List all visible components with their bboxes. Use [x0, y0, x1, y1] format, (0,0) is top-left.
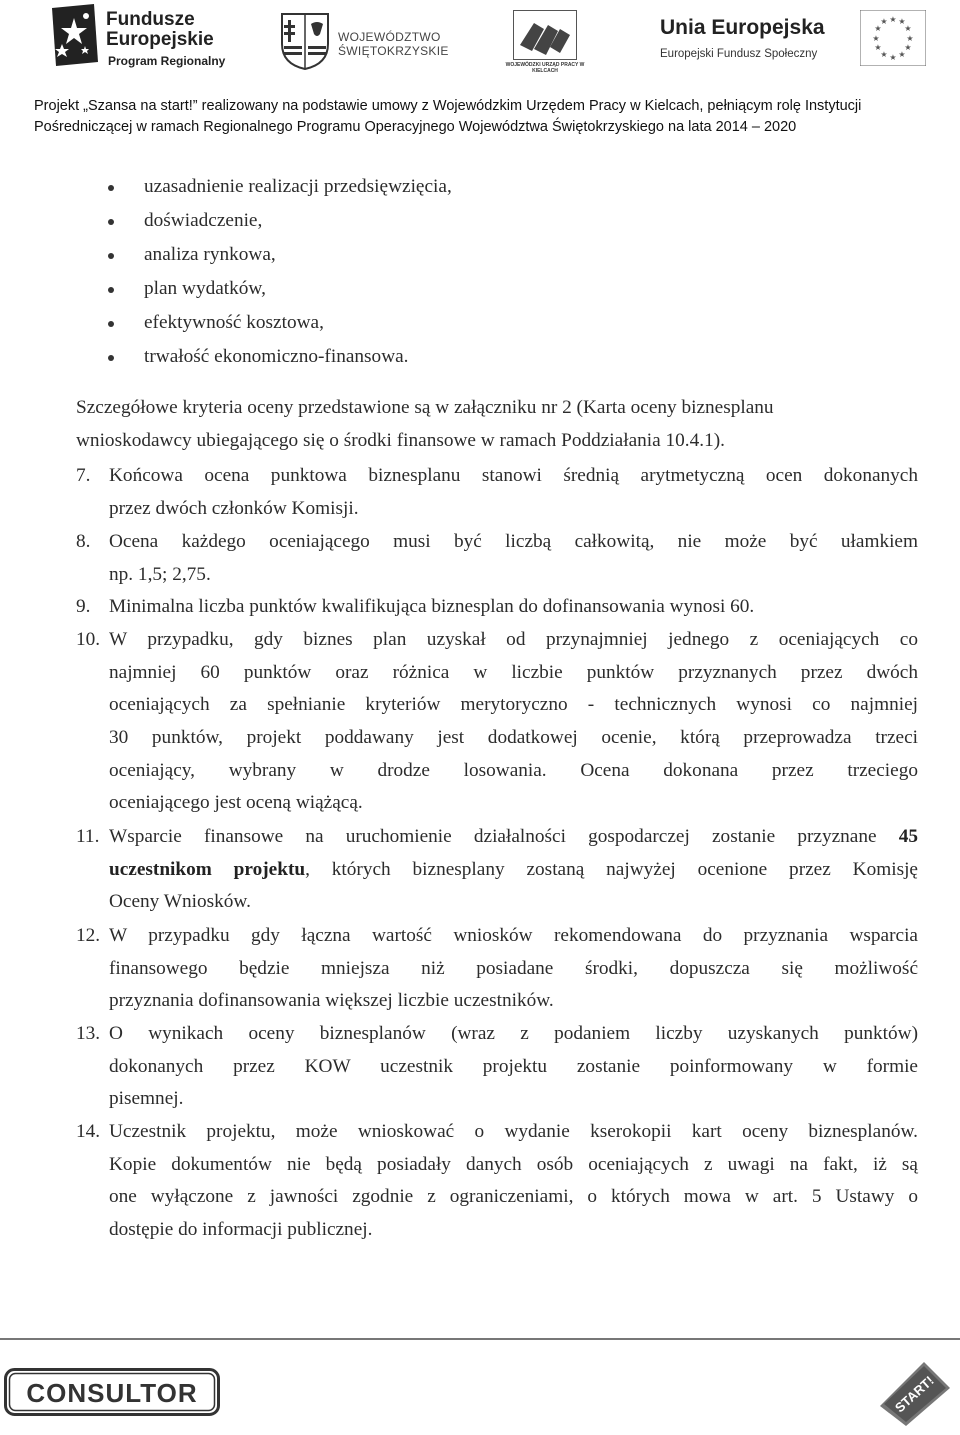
ws-text — [338, 30, 449, 58]
bullet-text: doświadczenie, — [144, 210, 263, 231]
consultor-logo — [4, 1368, 220, 1416]
item-line: Minimalna liczba punktów kwalifikująca biznesplan do dofinansowania wynosi 60. — [109, 596, 755, 617]
project-header-line-1: Projekt „Szansa na start!” realizowany na podstawie umowy z Wojewódzkim Urzędem Pracy w Kielcach, pełniącym rolę Instytucji — [34, 98, 862, 114]
item-number: 10. — [76, 629, 101, 650]
svg-text:★: ★ — [889, 15, 897, 24]
criteria-list — [104, 173, 452, 377]
item-line: przyznania dofinansowania większej liczbie uczestników. — [109, 990, 554, 1012]
item-text-span: Wsparcie finansowe na uruchomienie działalności gospodarczej zostanie przyznane — [109, 826, 877, 847]
item-line: one wyłączone z jawności zgodnie z ograniczeniami, o których mowa w art. 5 Ustawy o — [109, 1186, 918, 1208]
item-line: Końcowa ocena punktowa biznesplanu stanowi średnią arytmetyczną ocen dokonanych — [109, 465, 918, 486]
bullet-icon — [108, 253, 114, 259]
item-number: 9. — [76, 596, 91, 617]
wup-caption: WOJEWÓDZKI URZĄD PRACY W KIELCACH — [505, 62, 585, 74]
item-line: W przypadku, gdy biznes plan uzyskał od przynajmniej jednego z oceniających co — [109, 629, 918, 650]
bullet-icon — [108, 287, 114, 293]
item-text — [109, 1018, 918, 1116]
item-text — [109, 821, 918, 919]
svg-text:★: ★ — [906, 34, 914, 43]
svg-text:★: ★ — [880, 17, 888, 26]
item-text — [109, 920, 918, 1018]
bullet-icon — [108, 355, 114, 361]
svg-text:★: ★ — [904, 24, 912, 33]
list-item — [104, 241, 452, 275]
svg-text:★: ★ — [889, 53, 897, 62]
item-line: dostępie do informacji publicznej. — [109, 1219, 373, 1241]
svg-text:★: ★ — [880, 50, 888, 59]
bullet-text: plan wydatków, — [144, 278, 266, 299]
bullet-text: trwałość ekonomiczno-finansowa. — [144, 346, 409, 367]
footer-divider — [0, 1338, 960, 1340]
svg-text:★: ★ — [904, 43, 912, 52]
ws-line-2: ŚWIĘTOKRZYSKIE — [338, 44, 449, 58]
item-bold-number: 45 — [898, 826, 918, 847]
item-line: O wynikach oceny biznesplanów (wraz z podaniem liczby uzyskanych punktów) — [109, 1023, 918, 1044]
item-text — [109, 526, 918, 591]
item-line: pisemnej. — [109, 1088, 184, 1110]
item-line: Ocena każdego oceniającego musi być liczbą całkowitą, nie może być ułamkiem — [109, 531, 918, 552]
item-line: np. 1,5; 2,75. — [109, 563, 211, 585]
item-line: najmniej 60 punktów oraz różnica w liczbie punktów przyznanych przez dwóch — [109, 661, 918, 683]
item-number: 8. — [76, 531, 91, 552]
svg-text:★: ★ — [898, 17, 906, 26]
item-line — [109, 854, 918, 887]
item-line: dokonanych przez KOW uczestnik projektu zostanie poinformowany w formie — [109, 1055, 918, 1077]
list-item — [104, 343, 452, 377]
item-line: oceniający, wybrany w drodze losowania. Ocena dokonana przez trzeciego — [109, 759, 918, 781]
project-header-line-2: Pośredniczącej w ramach Regionalnego Programu Operacyjnego Województwa Świętokrzyskiego na lata 2014 – 2020 — [34, 119, 797, 135]
list-item — [104, 309, 452, 343]
crest-icon — [280, 12, 330, 70]
bullet-text: efektywność kosztowa, — [144, 312, 324, 333]
item-line — [109, 821, 918, 854]
item-line: oceniającego jest oceną wiążącą. — [109, 792, 363, 814]
item-text — [109, 460, 918, 525]
item-line: oceniających za spełnianie kryteriów merytoryczno - technicznych wynosi co najmniej — [109, 694, 918, 716]
bullet-text: uzasadnienie realizacji przedsięwzięcia, — [144, 176, 452, 197]
ws-line-1: WOJEWÓDZTWO — [338, 30, 441, 44]
item-text — [109, 591, 918, 624]
item-number: 7. — [76, 465, 91, 486]
start-logo — [874, 1348, 954, 1428]
fe-title — [106, 10, 214, 50]
fe-star-icon — [50, 4, 100, 66]
eu-flag-icon — [860, 10, 926, 66]
item-number: 12. — [76, 925, 101, 946]
item-line: W przypadku gdy łączna wartość wniosków rekomendowana do przyznania wsparcia — [109, 925, 918, 946]
bullet-icon — [108, 219, 114, 225]
project-header — [34, 96, 934, 138]
criteria-paragraph — [76, 392, 918, 457]
item-text — [109, 624, 918, 820]
ue-title: Unia Europejska — [660, 16, 825, 39]
item-number: 14. — [76, 1121, 101, 1142]
bullet-text: analiza rynkowa, — [144, 244, 276, 265]
svg-text:★: ★ — [898, 50, 906, 59]
fundusze-europejskie-logo — [50, 2, 250, 80]
consultor-text: CONSULTOR — [26, 1378, 198, 1408]
wup-emblem — [513, 10, 577, 60]
list-item — [104, 275, 452, 309]
fe-subtitle: Program Regionalny — [108, 54, 226, 68]
logo-bar — [0, 0, 960, 92]
item-number: 11. — [76, 826, 100, 847]
fe-title-line-2: Europejskie — [106, 29, 214, 50]
item-number: 13. — [76, 1023, 101, 1044]
item-line: 30 punktów, projekt poddawany jest dodatkowej ocenie, którą przeprowadza trzeci — [109, 727, 918, 749]
svg-text:★: ★ — [874, 24, 882, 33]
paragraph-line: wnioskodawcy ubiegającego się o środki finansowe w ramach Poddziałania 10.4.1). — [76, 429, 725, 451]
item-line: Oceny Wniosków. — [109, 891, 251, 913]
ue-subtitle: Europejski Fundusz Społeczny — [660, 48, 818, 60]
fe-title-line-1: Fundusze — [106, 9, 195, 30]
list-item — [104, 207, 452, 241]
wup-arrows-icon — [514, 11, 576, 59]
item-line: przez dwóch członków Komisji. — [109, 497, 359, 519]
unia-europejska-logo — [660, 10, 930, 70]
bullet-icon — [108, 185, 114, 191]
wup-logo — [505, 10, 585, 76]
item-bold-text: uczestnikom projektu — [109, 858, 306, 880]
item-line: Kopie dokumentów nie będą posiadały danych osób oceniających z uwagi na fakt, iż są — [109, 1153, 918, 1175]
item-line: finansowego będzie mniejsza niż posiadane środki, dopuszcza się możliwość — [109, 957, 918, 979]
svg-text:★: ★ — [874, 43, 882, 52]
wojewodztwo-logo — [280, 12, 455, 72]
item-text-span: , których biznesplany zostaną najwyżej ocenione przez Komisję — [305, 858, 918, 880]
item-line: Uczestnik projektu, może wnioskować o wydanie kserokopii kart oceny biznesplanów. — [109, 1121, 918, 1142]
item-text — [109, 1116, 918, 1247]
svg-text:★: ★ — [872, 34, 880, 43]
list-item — [104, 173, 452, 207]
bullet-icon — [108, 321, 114, 327]
paragraph-line: Szczegółowe kryteria oceny przedstawione są w załączniku nr 2 (Karta oceny biznesplanu — [76, 397, 774, 418]
start-text: START! — [891, 1372, 937, 1416]
